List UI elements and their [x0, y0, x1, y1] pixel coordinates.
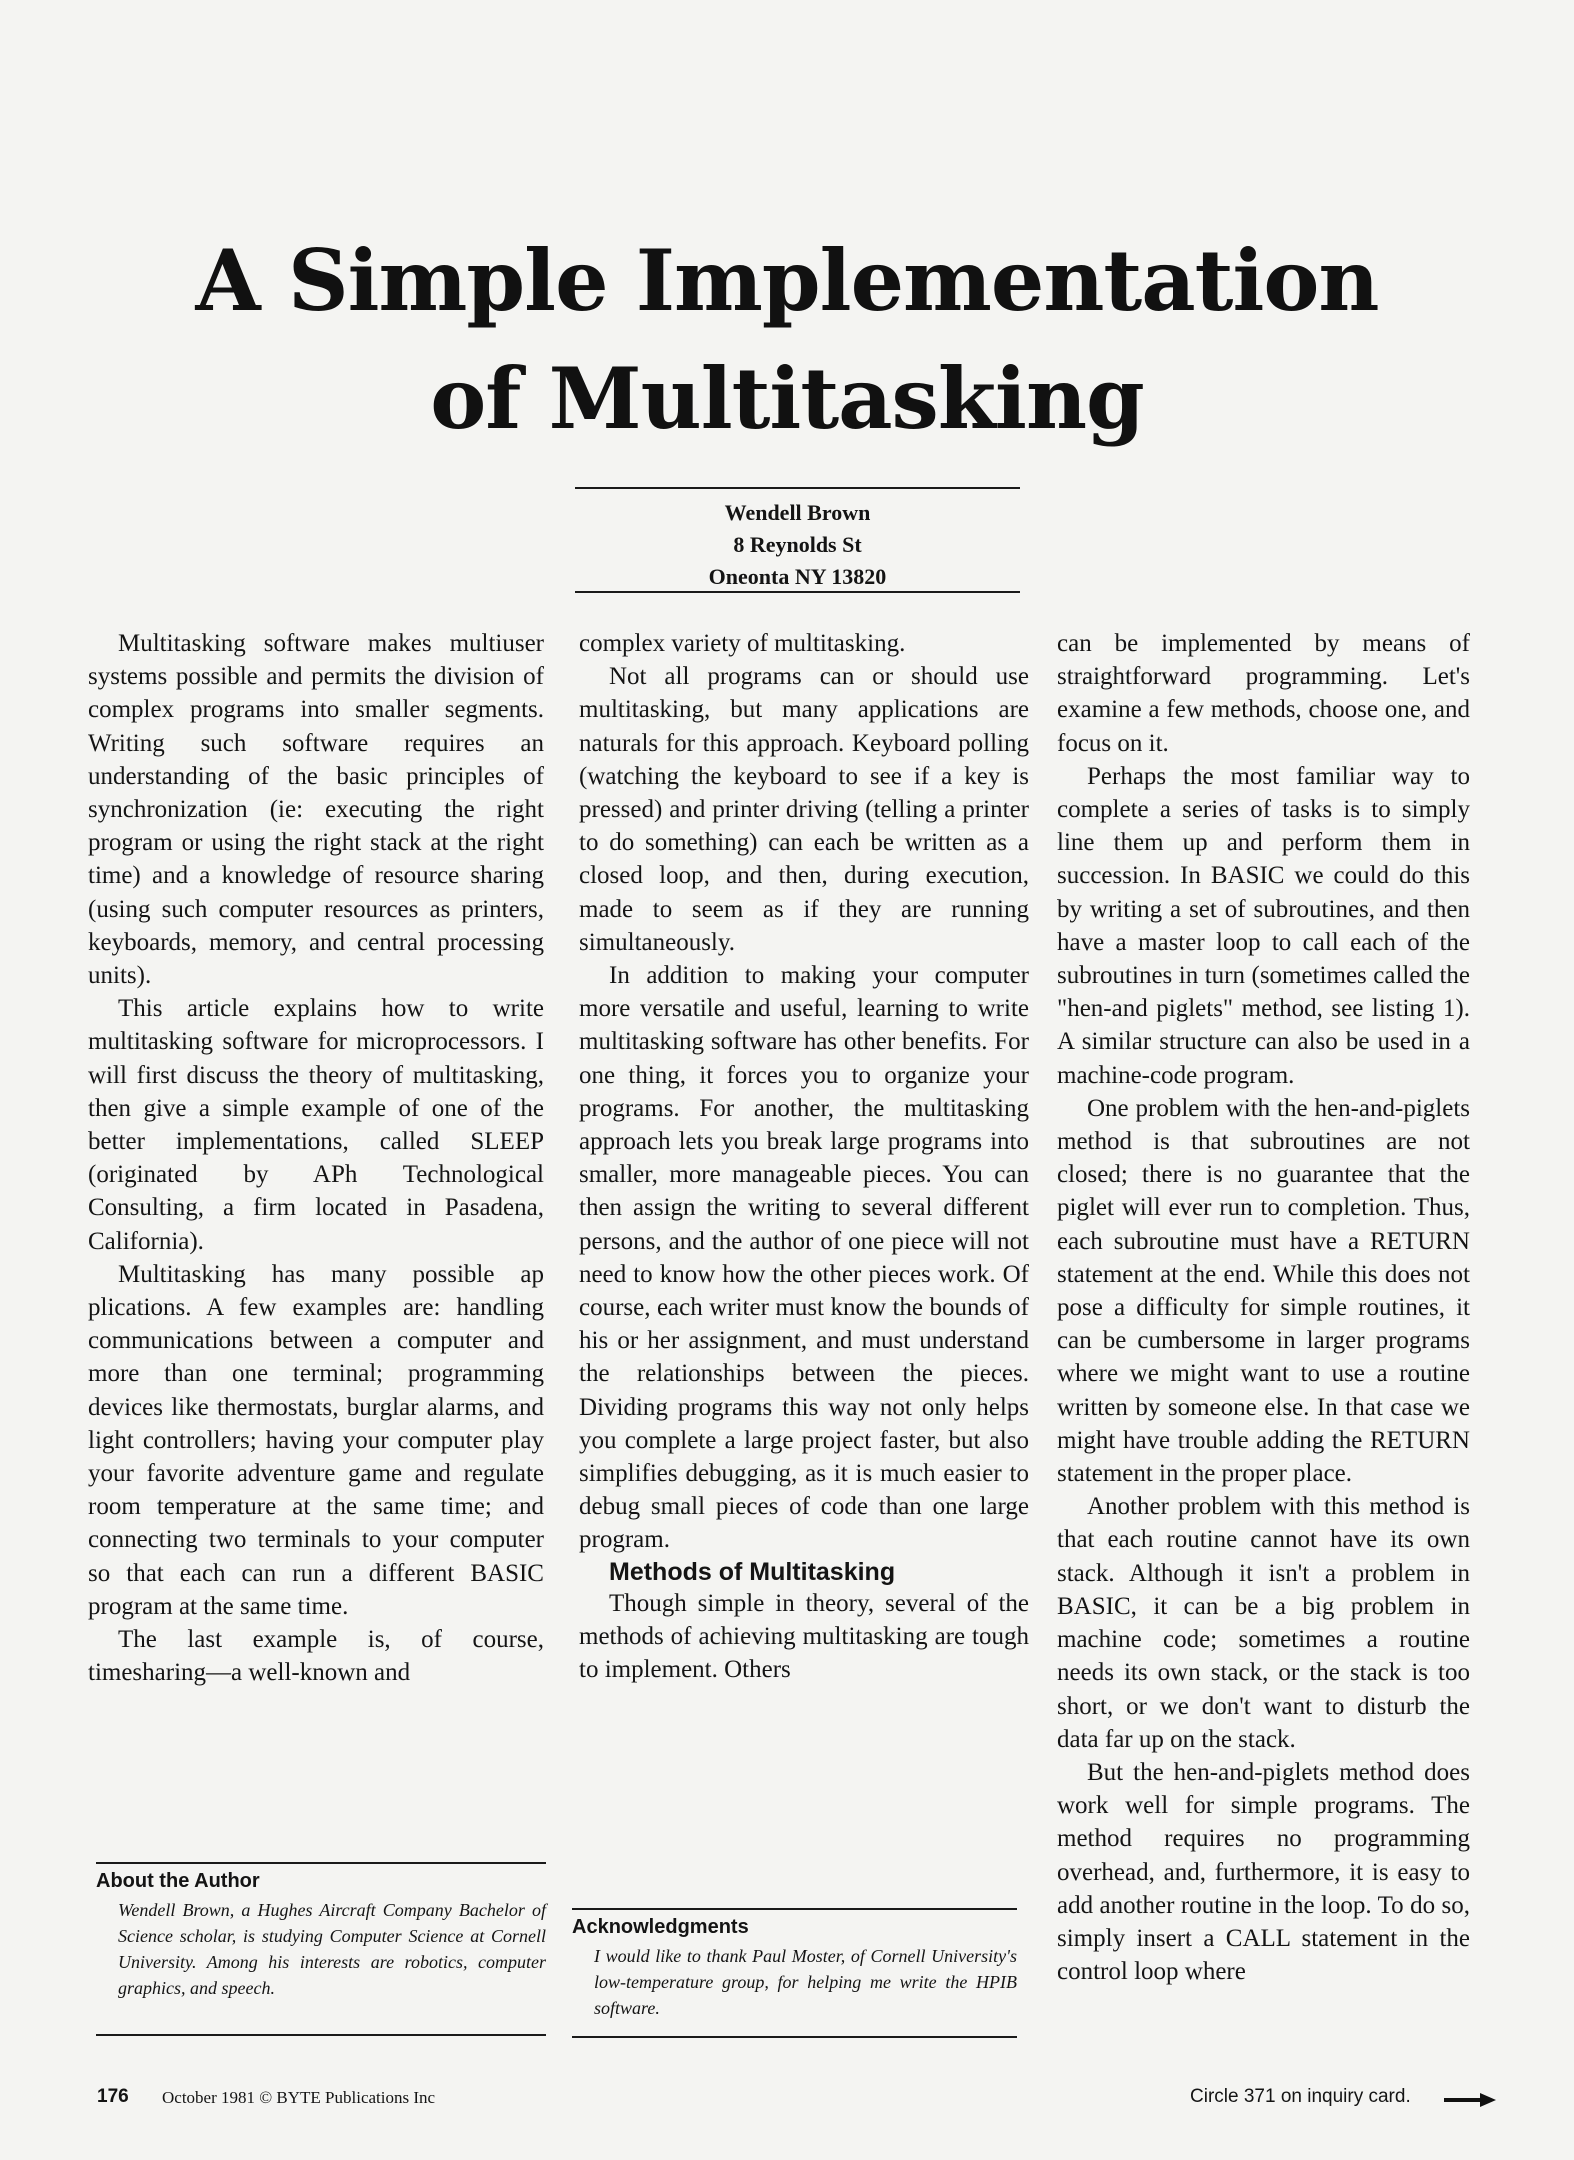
column-2 — [579, 627, 1029, 1686]
acknowledgments-text: I would like to thank Paul Moster, of Cornell University's low-temperature group, for helping me write the HPIB software. — [594, 1946, 1017, 2018]
acknowledgments-heading: Acknowledgments — [572, 1916, 749, 1938]
inquiry-note: Circle 371 on inquiry card. — [1190, 2086, 1411, 2107]
paragraph: Multitasking software makes multiuser systems possible and permits the division of complex programs into smaller segments. Writing such software requires an understanding of the basic principles of synchronization (ie: executing the right program or using the right stack at the right time) and a knowledge of resource sharing (using such computer resources as printers, keyboards, memory, and central processing units). — [88, 630, 544, 990]
paragraph: This article explains how to write multitasking software for microprocessors. I will first discuss the theory of multitasking, then give a simple example of one of the better implementations, called SLEEP (originated by APh Technological Consulting, a firm located in Pasadena, California). — [88, 995, 544, 1255]
paragraph: One problem with the hen-and-piglets method is that subroutines are not closed; there is no guarantee that the piglet will ever run to completion. Thus, each subroutine must have a RETURN statement at the end. While this does not pose a difficulty for simple routines, it can be cumbersome in larger programs where we might want to use a routine written by someone else. In that case we might have trouble adding the RETURN statement in the proper place. — [1057, 1094, 1470, 1488]
byline-top-rule — [575, 487, 1020, 489]
title-line-1: A Simple Implementation — [195, 231, 1379, 330]
page-number: 176 — [97, 2086, 129, 2107]
title-line-2: of Multitasking — [430, 349, 1144, 448]
author-city: Oneonta NY 13820 — [708, 564, 887, 589]
about-author-text: Wendell Brown, a Hughes Aircraft Company Bachelor of Science scholar, is studying Computer Science at Cornell University. Among his interests are robotics, computer graphics, and speech. — [118, 1900, 546, 1998]
byline — [575, 497, 1020, 593]
paragraph: The last example is, of course, timesharing—a well-known and — [88, 1626, 544, 1687]
author-street: 8 Reynolds St — [733, 532, 862, 557]
paragraph: In addition to making your computer more versatile and useful, learning to write multitasking software has other benefits. For one thing, it forces you to organize your programs. For another, the multitasking approach lets you break large programs into smaller, more manageable pieces. You can then assign the writing to several different persons, and the author of one piece will not need to know how the other pieces work. Of course, each writer must know the bounds of his or her assignment, and must understand the relationships between the pieces. Dividing programs this way not only helps you complete a large project faster, but also simplifies debugging, as it is much easier to debug small pieces of code than one large program. — [579, 962, 1029, 1554]
paragraph: complex variety of multitasking. — [579, 630, 906, 657]
paragraph: Another problem with this method is that each routine cannot have its own stack. Although it isn't a problem in BASIC, it can be a big problem in machine code; sometimes a routine needs its own stack, or the stack is too short, or we don't want to disturb the data far up on the stack. — [1057, 1493, 1470, 1753]
column-1 — [88, 627, 544, 1690]
author-name: Wendell Brown — [724, 500, 871, 525]
section-heading: Methods of Multitasking — [609, 1557, 896, 1586]
about-author-box — [96, 1862, 546, 2036]
publication-info: October 1981 © BYTE Publications Inc — [162, 2088, 436, 2107]
byline-bottom-rule — [575, 591, 1020, 593]
right-arrow-icon — [1444, 2093, 1496, 2107]
acknowledgments-box — [572, 1908, 1017, 2038]
paragraph: Perhaps the most familiar way to complete a series of tasks is to simply line them up and perform them in succession. In BASIC we could do this by writing a set of subroutines, and then have a master loop to call each of the subroutines in turn (sometimes called the "hen-and piglets" method, see listing 1). A similar structure can also be used in a machine-code program. — [1057, 762, 1470, 1089]
article-title — [0, 222, 1574, 458]
paragraph: Though simple in theory, several of the methods of achieving multitasking are tough to implement. Others — [579, 1589, 1029, 1684]
paragraph: Not all programs can or should use multitasking, but many applications are naturals for this approach. Keyboard polling (watching the keyboard to see if a key is pressed) and printer driving (telling a printer to do something) can each be written as a closed loop, and then, during execution, made to seem as if they are running simultaneously. — [579, 663, 1029, 956]
paragraph: Multitasking has many possible ap plications. A few examples are: handling communications between a computer and more than one terminal; programming devices like thermostats, burglar alarms, and light controllers; having your computer play your favorite adventure game and regulate room temperature at the same time; and connecting two terminals to your computer so that each can run a different BASIC program at the same time. — [88, 1260, 544, 1620]
about-author-heading: About the Author — [96, 1870, 260, 1892]
paragraph: But the hen-and-piglets method does work well for simple programs. The method requires no programming overhead, and, furthermore, it is easy to add another routine in the loop. To do so, simply insert a CALL statement in the control loop where — [1057, 1758, 1470, 1986]
paragraph: can be implemented by means of straightforward programming. Let's examine a few methods, choose one, and focus on it. — [1057, 630, 1470, 757]
column-3 — [1057, 627, 1470, 1988]
